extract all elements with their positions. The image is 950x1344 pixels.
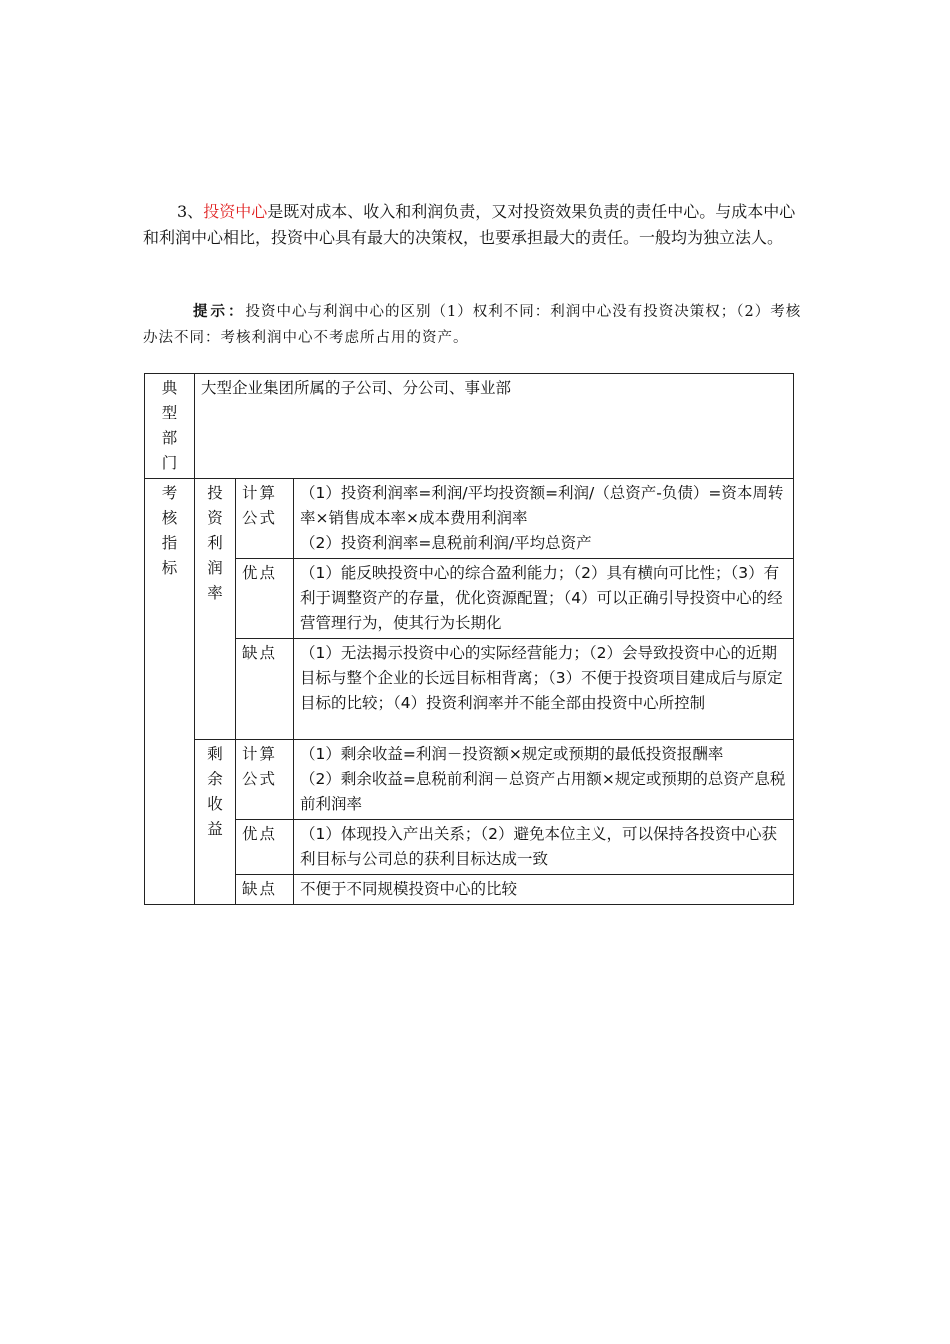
intro-prefix: 3、 [177,202,204,221]
ri-label: 剩余收益 [207,745,223,838]
investment-center-table [144,373,794,905]
ri-label-cell [195,740,236,905]
ri-formula: （1）剩余收益=利润－投资额×规定或预期的最低投资报酬率 （2）剩余收益=息税前利润－总资产占用额×规定或预期的总资产息税前利润率 [294,740,794,820]
typical-dept-label-cell [145,374,195,479]
eval-index-label-cell [145,479,195,905]
eval-index-label: 考核指标 [161,484,178,577]
roi-cons: （1）无法揭示投资中心的实际经营能力；（2）会导致投资中心的近期目标与整个企业的长远目标相背离；（3）不便于投资项目建成后与原定目标的比较；（4）投资利润率并不能全部由投资中心所控制 [294,639,794,740]
roi-label: 投资利润率 [207,484,223,602]
ri-pros-label: 优点 [236,820,294,875]
roi-pros: （1）能反映投资中心的综合盈利能力；（2）具有横向可比性；（3）有利于调整资产的存量，优化资源配置；（4）可以正确引导投资中心的经营管理行为，使其行为长期化 [294,559,794,639]
intro-highlight: 投资中心 [203,202,268,221]
roi-pros-label: 优点 [236,559,294,639]
hint-text: 投资中心与利润中心的区别（1）权利不同：利润中心没有投资决策权；（2）考核办法不同：考核利润中心不考虑所占用的资产。 [143,304,802,346]
roi-cons-label: 缺点 [236,639,294,740]
ri-cons-label: 缺点 [236,875,294,905]
intro-text: 是既对成本、收入和利润负责，又对投资效果负责的责任中心。与成本中心和利润中心相比，投资中心具有最大的决策权，也要承担最大的责任。一般均为独立法人。 [143,202,796,247]
roi-label-cell [195,479,236,740]
typical-dept-label: 典型部门 [161,379,178,472]
typical-dept-value: 大型企业集团所属的子公司、分公司、事业部 [195,374,794,479]
hint-label: 提示： [193,303,246,320]
roi-formula-label: 计算公式 [236,479,294,559]
ri-pros: （1）体现投入产出关系；（2）避免本位主义，可以保持各投资中心获利目标与公司总的获利目标达成一致 [294,820,794,875]
intro-paragraph [143,199,807,251]
ri-cons: 不便于不同规模投资中心的比较 [294,875,794,905]
hint-paragraph [143,299,807,351]
ri-formula-label: 计算公式 [236,740,294,820]
roi-formula: （1）投资利润率=利润/平均投资额=利润/（总资产-负债）=资本周转率×销售成本率×成本费用利润率 （2）投资利润率=息税前利润/平均总资产 [294,479,794,559]
